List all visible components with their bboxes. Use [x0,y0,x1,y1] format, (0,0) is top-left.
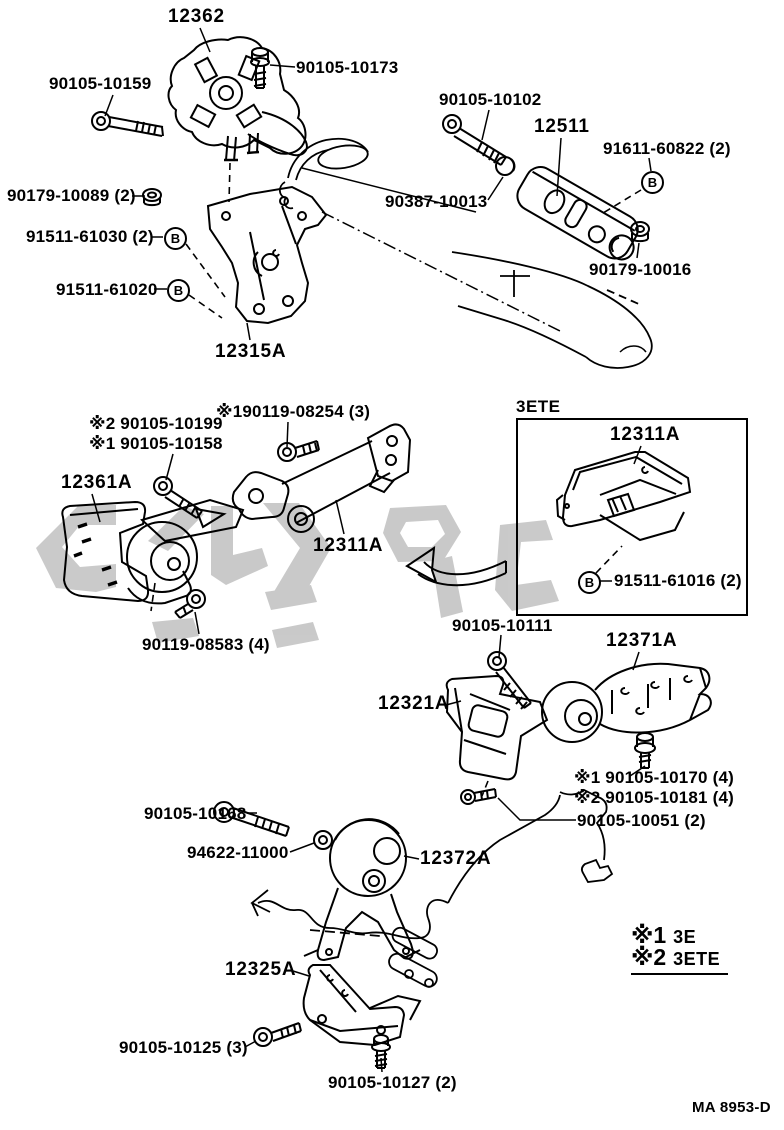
part-label-12371A: 12371A [606,630,678,651]
part-label-12362: 12362 [168,6,225,27]
drawing-bolt-90119-08254 [278,441,319,461]
part-label-90105-10173: 90105-10173 [296,58,399,77]
circled-b-marker: B [167,279,190,302]
drawing-bolt-90105-10102 [443,115,506,165]
part-label-90105-10159: 90105-10159 [49,74,152,93]
drawing-engine-top [280,139,652,368]
part-label-12311A-inset: 12311A [610,424,681,445]
inset-title: 3ETE [516,397,561,416]
circled-b-marker: B [578,571,601,594]
legend-row-2 [631,944,728,975]
drawing-12511 [512,162,648,267]
part-label-90119-08254: ※190119-08254 (3) [216,402,371,421]
part-label-12325A: 12325A [225,959,297,980]
drawing-12325A [304,965,420,1045]
legend-value-2: 3ETE [673,949,721,969]
drawing-bolt-90105-10111 [488,652,531,709]
circled-b-marker: B [641,171,664,194]
drawing-bolt-90105-10159 [92,112,163,136]
part-label-90179-10016: 90179-10016 [589,260,692,279]
part-label-12321A: 12321A [378,693,450,714]
drawing-12311A [233,424,410,532]
drawing-bolt-90105-10173 [251,48,269,88]
part-label-12315A: 12315A [215,341,287,362]
legend-symbol-2: ※2 [631,944,667,970]
part-label-12511: 12511 [534,116,590,137]
drawing-nut-90179-10016 [631,222,649,241]
part-label-90387-10013: 90387-10013 [385,192,488,211]
part-label-90105-10170: ※1 90105-10170 (4) [574,768,735,787]
drawing-12371A [542,664,711,742]
part-label-90105-10158: ※1 90105-10158 [89,434,223,453]
part-label-90105-10125: 90105-10125 (3) [119,1038,248,1057]
drawing-12315A [208,187,326,323]
part-label-90105-10127: 90105-10127 (2) [328,1073,457,1092]
part-label-91511-61020: 91511-61020 [56,280,158,299]
part-label-90105-10102: 90105-10102 [439,90,542,109]
part-label-94622-11000: 94622-11000 [187,843,289,862]
part-label-12361A: 12361A [61,472,133,493]
part-label-91511-61030: 91511-61030 (2) [26,227,154,246]
part-label-90105-10181: ※2 90105-10181 (4) [574,788,735,807]
drawing-washer-94622-11000 [314,831,332,849]
drawing-bolt-90105-10170 [635,733,655,768]
part-label-90105-10111: 90105-10111 [452,616,553,635]
part-label-91511-61016: 91511-61016 (2) [614,571,742,590]
drawing-12321A [447,676,547,779]
part-label-90119-08583: 90119-08583 (4) [142,635,270,654]
circled-b-marker: B [164,227,187,250]
part-label-91611-60822: 91611-60822 (2) [603,139,731,158]
drawing-bolt-90105-10051 [461,789,496,804]
drawing-bolt-90105-10125 [254,1023,301,1046]
part-label-12372A: 12372A [420,848,492,869]
legend-value-1: 3E [673,927,697,947]
drawing-nut-90179-10089 [143,189,161,205]
drawing-12372A [304,819,420,960]
part-label-12311A: 12311A [313,535,384,556]
figure-code: MA 8953-D [692,1099,771,1116]
part-label-90105-10199: ※2 90105-10199 [89,414,223,433]
part-label-90105-10168: 90105-10168 [144,804,247,823]
drawing-12362 [169,37,307,161]
legend-symbol-1: ※1 [631,922,667,948]
part-label-90179-10089: 90179-10089 (2) [7,186,136,205]
part-label-90105-10051: 90105-10051 (2) [577,811,706,830]
